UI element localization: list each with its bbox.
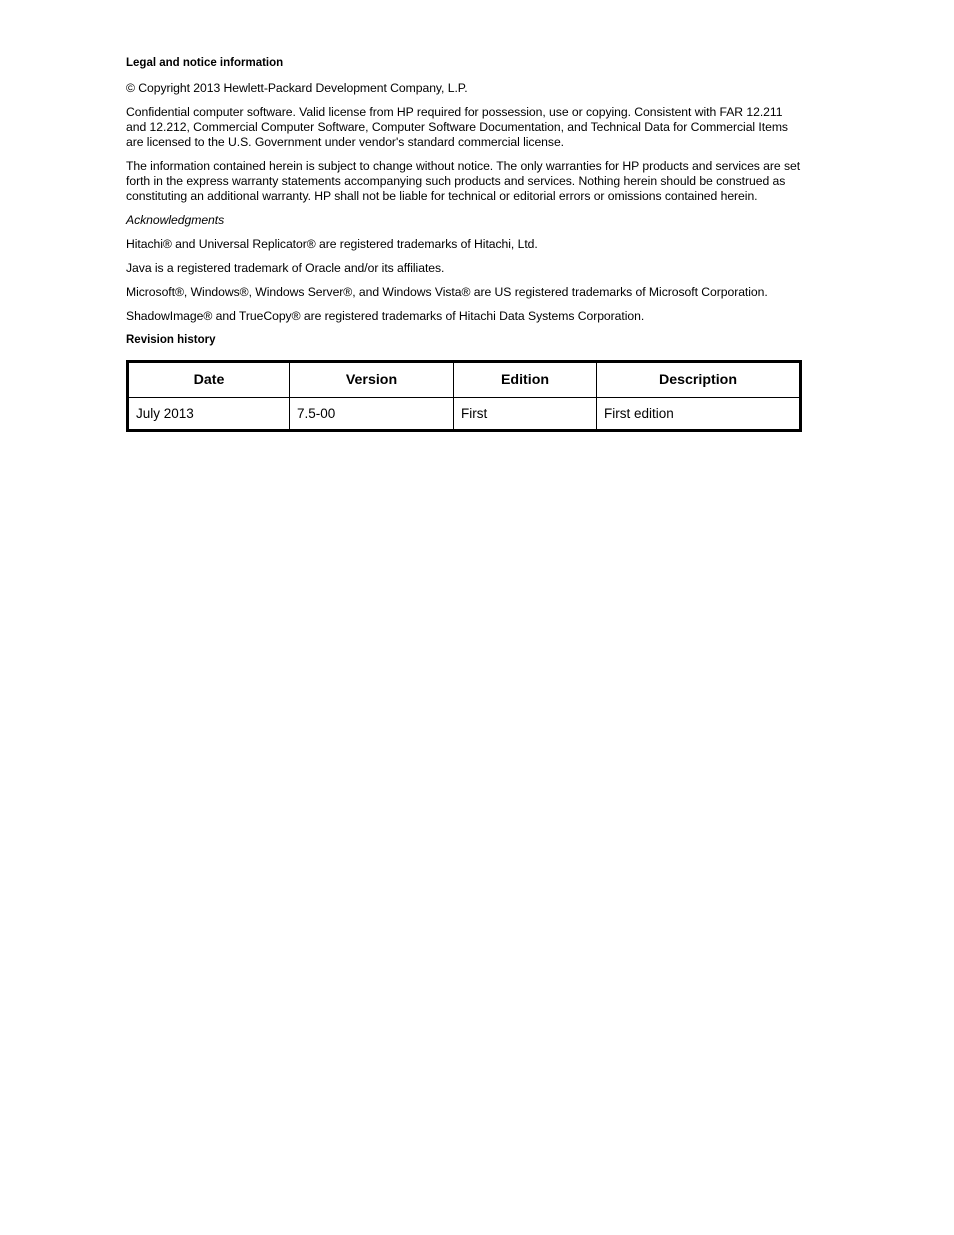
cell-description: First edition <box>597 398 801 431</box>
document-page <box>126 55 802 432</box>
ack-microsoft: Microsoft®, Windows®, Windows Server®, and Windows Vista® are US registered trademarks of Microsoft Corporation. <box>126 285 768 299</box>
acknowledgments-heading: Acknowledgments <box>126 213 225 227</box>
cell-version: 7.5-00 <box>290 398 454 431</box>
column-header-date: Date <box>128 362 290 398</box>
revision-history-table <box>126 360 802 432</box>
ack-shadowimage: ShadowImage® and TrueCopy® are registered trademarks of Hitachi Data Systems Corporation. <box>126 309 645 323</box>
ack-java: Java is a registered trademark of Oracle and/or its affiliates. <box>126 261 445 275</box>
warranty-notice: The information contained herein is subject to change without notice. The only warranties for HP products and services are set forth in the express warranty statements accompanying such products and services. Nothing herein should be construed as constituting an additional warranty. HP shall not be liable for technical or editorial errors or omissions contained herein. <box>126 159 801 203</box>
table-header-row <box>128 362 801 398</box>
legal-heading: Legal and notice information <box>126 57 284 69</box>
column-header-version: Version <box>290 362 454 398</box>
column-header-description: Description <box>597 362 801 398</box>
cell-date: July 2013 <box>128 398 290 431</box>
ack-hitachi: Hitachi® and Universal Replicator® are registered trademarks of Hitachi, Ltd. <box>126 237 538 251</box>
cell-edition: First <box>454 398 597 431</box>
confidential-notice: Confidential computer software. Valid license from HP required for possession, use or copying. Consistent with FAR 12.211 and 12.212, Commercial Computer Software, Computer Software Documentation, and Technical Data for Commercial Items are licensed to the U.S. Government under vendor's standard commercial license. <box>126 105 788 149</box>
copyright-notice: © Copyright 2013 Hewlett-Packard Development Company, L.P. <box>126 81 468 95</box>
table-row <box>128 398 801 431</box>
revision-history-heading: Revision history <box>126 334 216 346</box>
column-header-edition: Edition <box>454 362 597 398</box>
